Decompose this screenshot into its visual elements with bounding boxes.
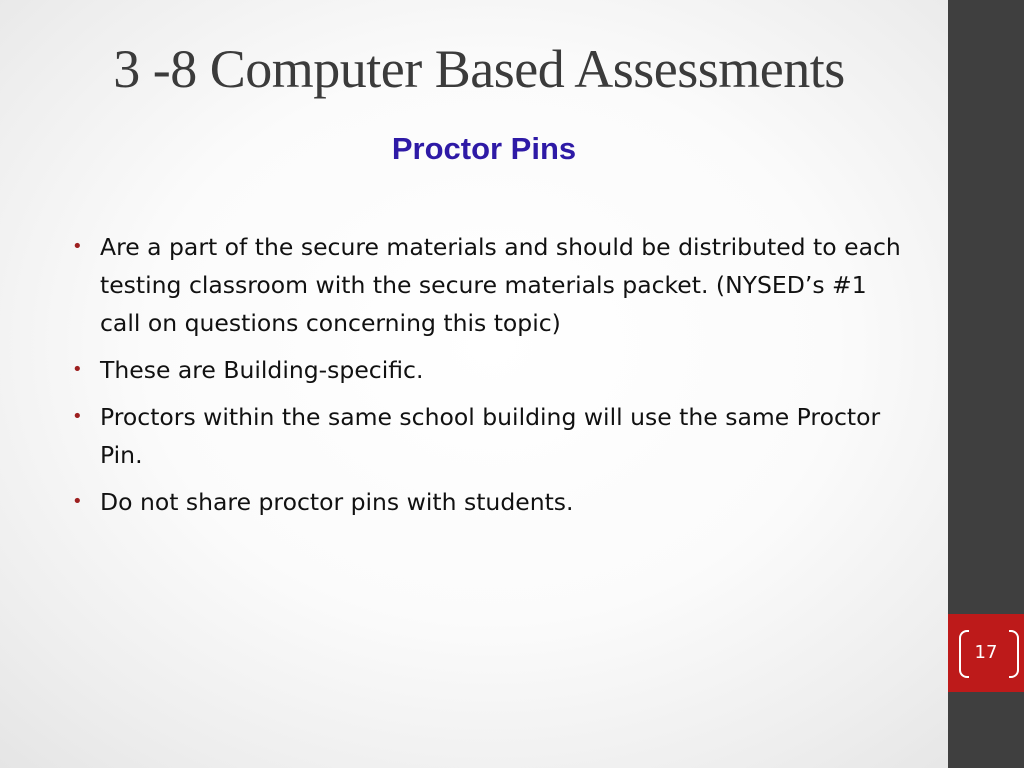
bullet-icon: • — [72, 359, 83, 380]
page-number: 17 — [974, 642, 998, 663]
slide-title: 3 -8 Computer Based Assessments — [113, 39, 845, 99]
bullet-item — [70, 228, 910, 342]
bullet-text: These are Building-specific. — [100, 356, 424, 384]
bullet-text: Proctors within the same school building will use the same Proctor Pin. — [100, 403, 881, 469]
bullet-icon: • — [72, 491, 83, 512]
bullet-item — [70, 398, 910, 474]
bullet-item — [70, 351, 910, 389]
bullet-icon: • — [72, 406, 83, 427]
right-bracket-icon — [1009, 630, 1019, 678]
bullet-text: Do not share proctor pins with students. — [100, 488, 574, 516]
page-number-tab — [948, 614, 1024, 692]
bullet-list — [70, 228, 910, 530]
slide-subtitle: Proctor Pins — [391, 131, 577, 166]
bullet-item — [70, 483, 910, 521]
bullet-text: Are a part of the secure materials and should be distributed to each testing classroom with the secure materials packet. (NYSED’s #1 call on questions concerning this topic) — [100, 233, 901, 337]
bullet-icon: • — [72, 236, 83, 257]
